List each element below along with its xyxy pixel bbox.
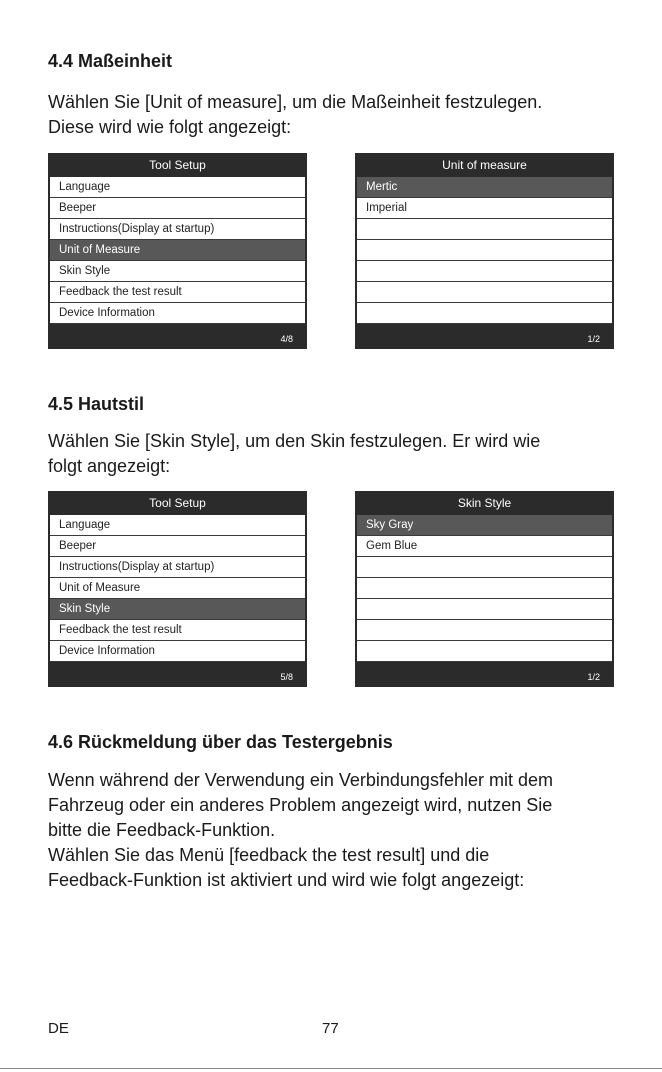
menu-item-imperial[interactable]: Imperial (357, 198, 612, 219)
screen-title: Tool Setup (149, 158, 206, 172)
menu-item-gem-blue[interactable]: Gem Blue (357, 536, 612, 557)
section-4-4-paragraph (48, 90, 648, 140)
menu-item-beeper[interactable]: Beeper (50, 536, 305, 557)
empty-row (357, 620, 612, 641)
menu-item-metric[interactable]: Mertic (357, 177, 612, 198)
empty-row (357, 599, 612, 620)
page-number: 77 (322, 1020, 339, 1037)
menu-item-language[interactable]: Language (50, 515, 305, 536)
screen-title: Tool Setup (149, 496, 206, 510)
paragraph-line: Wählen Sie [Unit of measure], um die Maßeinheit festzulegen. (48, 92, 543, 112)
paragraph-line: Feedback-Funktion ist aktiviert und wird wie folgt angezeigt: (48, 870, 525, 890)
screen-title: Unit of measure (442, 158, 527, 172)
menu-list (357, 177, 612, 324)
section-heading-4-4: 4.4 Maßeinheit (48, 51, 173, 71)
paragraph-line: Wenn während der Verwendung ein Verbindungsfehler mit dem (48, 770, 553, 790)
menu-list (50, 177, 305, 324)
menu-item-device-information[interactable]: Device Information (50, 641, 305, 662)
menu-item-instructions[interactable]: Instructions(Display at startup) (50, 557, 305, 578)
empty-row (357, 261, 612, 282)
menu-item-sky-gray[interactable]: Sky Gray (357, 515, 612, 536)
empty-row (357, 282, 612, 303)
section-4-6-paragraph (48, 768, 648, 893)
menu-list (357, 515, 612, 662)
paragraph-line: Diese wird wie folgt angezeigt: (48, 117, 292, 137)
page-indicator: 1/2 (587, 334, 600, 344)
page-indicator: 4/8 (280, 334, 293, 344)
menu-item-device-information[interactable]: Device Information (50, 303, 305, 324)
paragraph-line: Wählen Sie das Menü [feedback the test result] und die (48, 845, 490, 865)
menu-item-feedback[interactable]: Feedback the test result (50, 282, 305, 303)
menu-item-instructions[interactable]: Instructions(Display at startup) (50, 219, 305, 240)
paragraph-line: Fahrzeug oder ein anderes Problem angezeigt wird, nutzen Sie (48, 795, 553, 815)
bottom-divider (0, 1068, 662, 1069)
skin-style-screen (355, 491, 614, 687)
page-indicator: 1/2 (587, 672, 600, 682)
menu-item-beeper[interactable]: Beeper (50, 198, 305, 219)
menu-item-language[interactable]: Language (50, 177, 305, 198)
section-heading-4-6: 4.6 Rückmeldung über das Testergebnis (48, 732, 393, 752)
section-4-5-paragraph (48, 429, 648, 479)
paragraph-line: folgt angezeigt: (48, 456, 171, 476)
tool-setup-screen-1 (48, 153, 307, 349)
menu-item-feedback[interactable]: Feedback the test result (50, 620, 305, 641)
empty-row (357, 557, 612, 578)
menu-item-skin-style[interactable]: Skin Style (50, 261, 305, 282)
section-heading-4-5: 4.5 Hautstil (48, 394, 145, 414)
menu-list (50, 515, 305, 662)
paragraph-line: Wählen Sie [Skin Style], um den Skin festzulegen. Er wird wie (48, 431, 541, 451)
footer-language: DE (48, 1020, 69, 1037)
unit-of-measure-screen (355, 153, 614, 349)
page-indicator: 5/8 (280, 672, 293, 682)
menu-item-unit-of-measure[interactable]: Unit of Measure (50, 578, 305, 599)
paragraph-line: bitte die Feedback-Funktion. (48, 820, 276, 840)
empty-row (357, 641, 612, 662)
empty-row (357, 240, 612, 261)
screen-title: Skin Style (457, 496, 512, 510)
empty-row (357, 578, 612, 599)
empty-row (357, 303, 612, 324)
empty-row (357, 219, 612, 240)
menu-item-skin-style[interactable]: Skin Style (50, 599, 305, 620)
tool-setup-screen-2 (48, 491, 307, 687)
menu-item-unit-of-measure[interactable]: Unit of Measure (50, 240, 305, 261)
